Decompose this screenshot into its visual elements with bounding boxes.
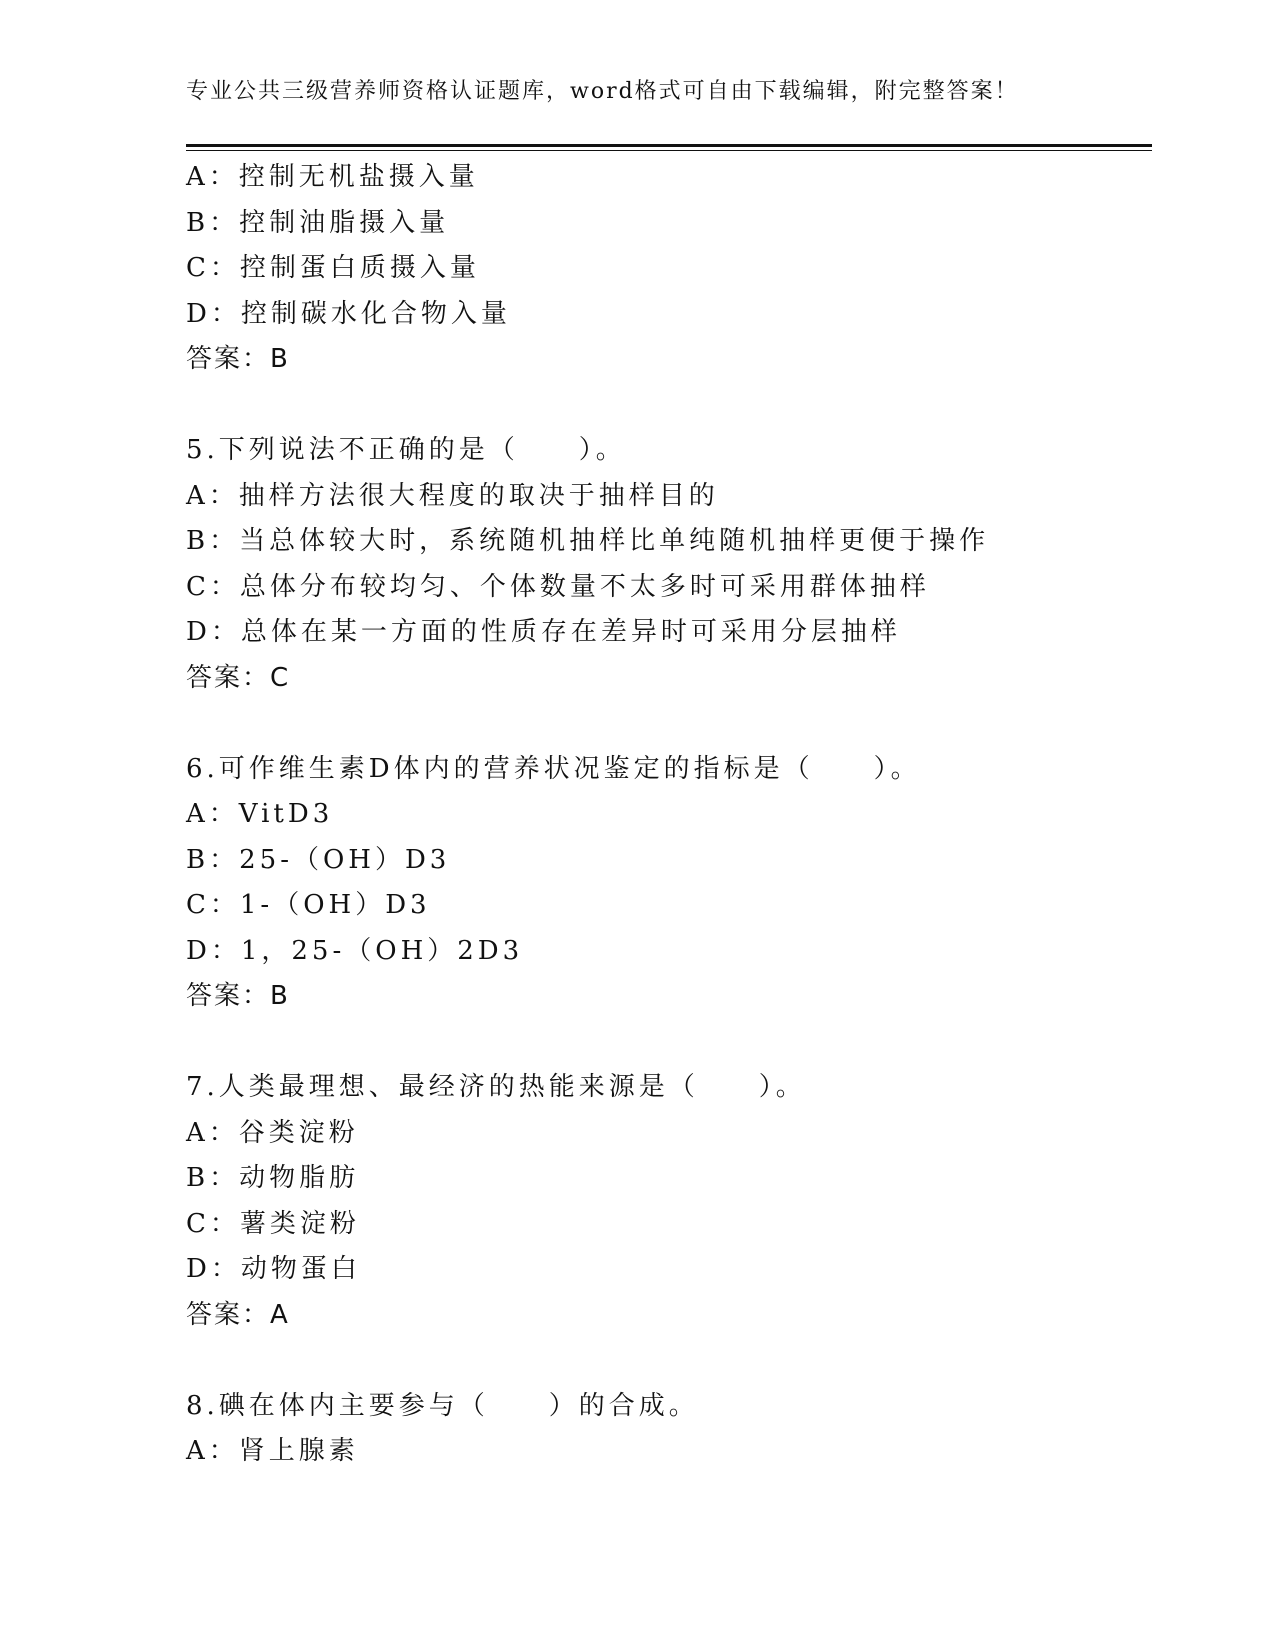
option-c: C：1-（OH）D3 (186, 890, 431, 920)
option-a: A：谷类淀粉 (186, 1117, 359, 1148)
option-c: C：薯类淀粉 (186, 1208, 360, 1239)
option-b: B：动物脂肪 (186, 1163, 360, 1193)
answer-line: 答案：B (186, 981, 290, 1011)
option-d: D：控制碳水化合物入量 (186, 298, 511, 329)
option-b: B：控制油脂摄入量 (186, 207, 450, 238)
question-5 (186, 428, 1152, 701)
header-rule-thick (186, 144, 1152, 147)
spacer (186, 701, 1152, 747)
option-b: B：25-（OH）D3 (186, 844, 451, 875)
option-a: A：肾上腺素 (186, 1436, 359, 1466)
answer-line: 答案：C (186, 662, 291, 693)
question-6 (186, 747, 1152, 1020)
question-8 (186, 1384, 1152, 1475)
question-stem: 7.人类最理想、最经济的热能来源是（ ）。 (186, 1072, 806, 1102)
option-d: D：动物蛋白 (186, 1254, 361, 1284)
question-stem: 6.可作维生素D体内的营养状况鉴定的指标是（ ）。 (186, 753, 921, 784)
spacer (186, 1338, 1152, 1384)
answer-line: 答案：A (186, 1299, 290, 1330)
spacer (186, 383, 1152, 429)
question-content (186, 155, 1152, 1475)
page-header: 专业公共三级营养师资格认证题库，word格式可自由下载编辑，附完整答案！ (186, 79, 1019, 104)
option-c: C：控制蛋白质摄入量 (186, 253, 480, 283)
option-a: A：抽样方法很大程度的取决于抽样目的 (186, 480, 719, 511)
question-4-continuation (186, 155, 1152, 383)
option-a: A：VitD3 (186, 799, 334, 829)
answer-line: 答案：B (186, 344, 290, 374)
option-a: A：控制无机盐摄入量 (186, 162, 479, 192)
question-stem: 5.下列说法不正确的是（ ）。 (186, 435, 626, 465)
option-d: D：总体在某一方面的性质存在差异时可采用分层抽样 (186, 617, 901, 647)
header-rule-thin (186, 150, 1152, 151)
question-stem: 8.碘在体内主要参与（ ）的合成。 (186, 1390, 699, 1421)
option-c: C：总体分布较均匀、个体数量不太多时可采用群体抽样 (186, 571, 930, 602)
question-7 (186, 1065, 1152, 1338)
option-b: B：当总体较大时，系统随机抽样比单纯随机抽样更便于操作 (186, 526, 990, 556)
spacer (186, 1020, 1152, 1066)
option-d: D：1，25-（OH）2D3 (186, 935, 524, 966)
